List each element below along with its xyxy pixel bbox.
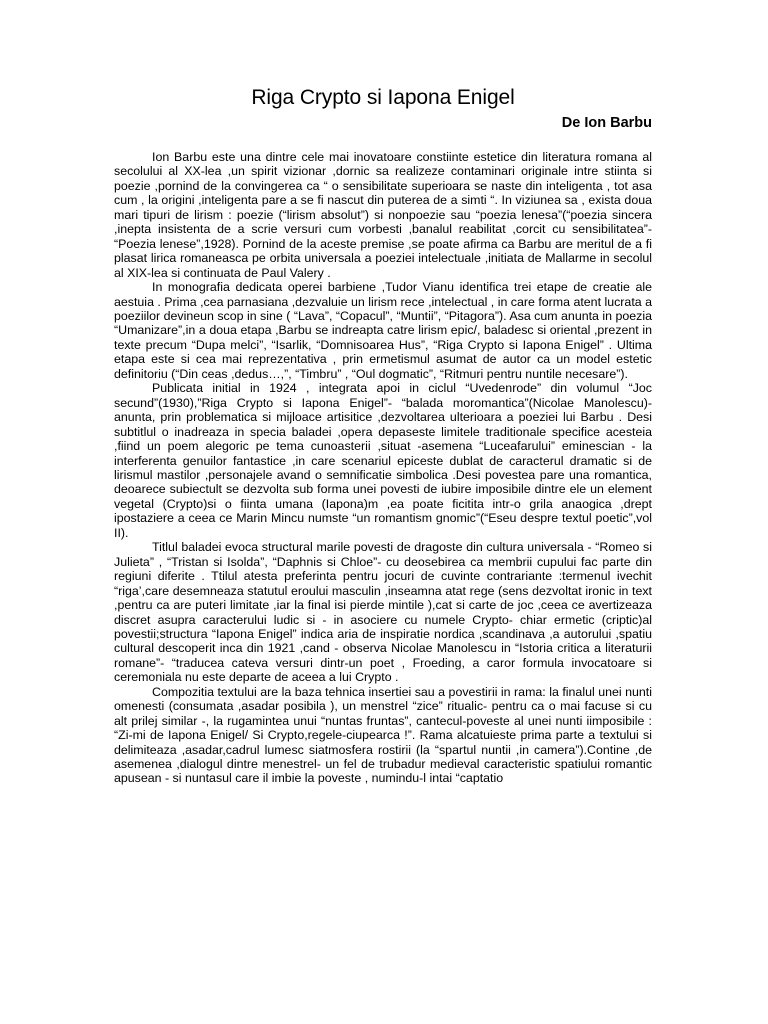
paragraph: In monografia dedicata operei barbiene ,Tudor Vianu identifica trei etape de creatie ale aestuia . Prima ,cea parnasiana ,dezvaluie un lirism rece ,intelectual , in care forma atent lucrata a poeziilor devineun scop in sine ( “Lava”, “Copacul”, “Muntii”, “Pitagora”). Asa cum anunta in poezia “Umanizare”,in a doua etapa ,Barbu se indreapta catre lirism epic/, baladesc si oriental ,prezent in texte precum “Dupa melci”, “Isarlik, “Domnisoarea Hus”, “Riga Crypto si Iapona Enigel” . Ultima etapa este si cea mai reprezentativa , prin ermetismul asumat de autor ca un model estetic definitoriu (“Din ceas ,dedus…,”, “Timbru” , “Oul dogmatic”, “Ritmuri pentru nuntile necesare”). bbox=[114, 280, 652, 381]
paragraph: Titlul baladei evoca structural marile povesti de dragoste din cultura universala - “Romeo si Julieta” , “Tristan si Isolda”, “Daphnis si Chloe”- cu deosebirea ca membrii cupului fac parte din regiuni diferite . Ttilul atesta preferinta pentru jocuri de cuvinte contrariante :termenul ivechit “riga’,care desemneaza statutul eroului masculin ,inseamna atat rege (sens dezvoltat ironic in text ,pentru ca are puteri limitate ,iar la final isi pierde mintile ),cat si carte de joc ,ceea ce avertizeaza discret asupra caracterului ludic si - in asociere cu numele Crypto- chiar ermetic (criptic)al povestii;structura “Iapona Enigel” indica aria de inspiratie nordica ,scandinava ,a autorului ,spatiu cultural descoperit inca din 1921 ,cand - observa Nicolae Manolescu in “Istoria critica a literaturii romane”- “traducea cateva versuri dintr-un poet , Froeding, a caror formula invocatoare si ceremoniala nu este departe de aceea a lui Crypto . bbox=[114, 540, 652, 685]
document-page bbox=[114, 86, 652, 786]
paragraph: Ion Barbu este una dintre cele mai inovatoare constiinte estetice din literatura romana al secolului al XX-lea ,un spirit vizionar ,dornic sa realizeze contaminari originale intre stiinta si poezie ,pornind de la convingerea ca “ o sensibilitate superioara se naste din inteligenta , tot asa cum , la origini ,inteligenta pare a se fi nascut din puterea de a simti “. In viziunea sa , exista doua mari tipuri de lirism : poezie (“lirism absolut”) si nonpoezie sau “poezia lenesa”(“poezia sincera ,inepta insistenta de a scrie versuri cum vorbesti ,banalul reabilitat ,corcit cu sensibilitatea”- “Poezia lenese”,1928). Pornind de la aceste premise ,se poate afirma ca Barbu are meritul de a fi plasat lirica romaneasca pe orbita universala a poeziei intelectuale ,initiata de Mallarme in secolul al XIX-lea si continuata de Paul Valery . bbox=[114, 150, 652, 280]
document-author: De Ion Barbu bbox=[561, 115, 652, 131]
document-title: Riga Crypto si Iapona Enigel bbox=[251, 86, 515, 109]
paragraph: Publicata initial in 1924 , integrata apoi in ciclul “Uvedenrode” din volumul “Joc secund”(1930),”Riga Crypto si Iapona Enigel”- “balada moromantica”(Nicolae Manolescu)- anunta, prin problematica si mijloace artisitice ,dezvoltarea ulterioara a poeziei lui Barbu . Desi subtitlul o inadreaza in specia baladei ,opera depaseste limitele traditionale specifice acesteia ,fiind un poem alegoric pe tema cunoasterii ,situat -asemena “Luceafarului” eminescian - la interferenta genuilor fantastice ,in care scenariul epiceste dublat de caracterul dramatic si de lirismul mastilor ,personajele avand o semnificatie simbolica .Desi povestea pare una romantica, deoarece subiectult se dezvolta sub forma unei povesti de iubire imposibile dintre ele un element vegetal (Crypto)si o fiinta umana (Iapona)m ,ea poate ficitita intr-o grila anaogica ,drept ipostaziere a ceea ce Marin Mincu numste “un romantism gnomic”(“Eseu despre textul poetic”,vol II). bbox=[114, 381, 652, 540]
paragraph: Compozitia textului are la baza tehnica insertiei sau a povestirii in rama: la finalul unei nunti omenesti (consumata ,asadar posibila ), un menstrel “zice” ritualic- pentru ca o mai facuse si cu alt prilej similar -, la rugamintea unui “nuntas fruntas”, cantecul-poveste al unei nunti iimposibile : “Zi-mi de Iapona Enigel/ Si Crypto,regele-ciupearca !”. Rama alcatuieste prima parte a textului si delimiteaza ,asadar,cadrul lumesc siatmosfera rostirii (la “spartul nuntii ,in camera”).Contine ,de asemenea ,dialogul dintre menestrel- un fel de trubadur medieval caracteristic spatiului romantic apusean - si nuntasul care il imbie la poveste , numindu-l intai “captatio bbox=[114, 684, 652, 786]
